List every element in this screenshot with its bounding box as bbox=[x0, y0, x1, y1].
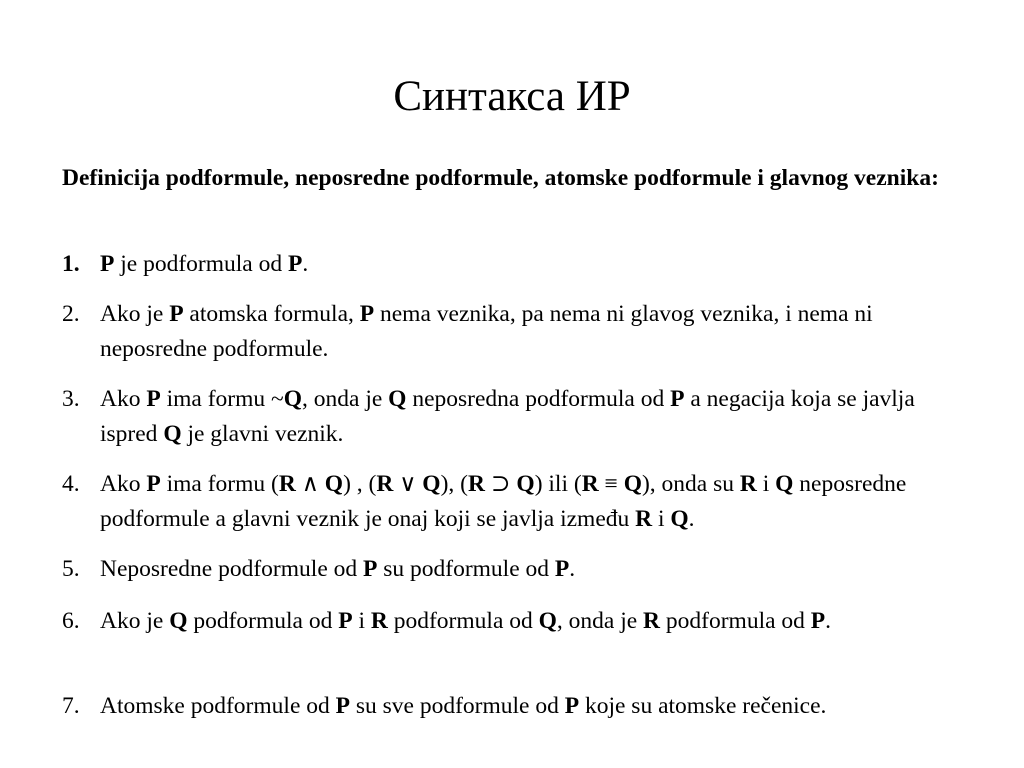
rule-text-run: je glavni veznik. bbox=[181, 421, 344, 447]
rule-text bbox=[100, 382, 962, 452]
rule-number: 7. bbox=[62, 693, 80, 719]
rule-text-run: i bbox=[756, 471, 776, 497]
formula-variable: P bbox=[335, 693, 350, 719]
rule-text-run: . bbox=[302, 251, 309, 277]
rule-text bbox=[100, 467, 962, 537]
rule-item bbox=[62, 247, 962, 282]
rule-text-run: nema veznika, pa nema ni glavog veznika, i nema ni neposredne podformule. bbox=[100, 301, 873, 362]
rule-text-run: ≡ bbox=[598, 471, 624, 497]
rule-text-run: ), ( bbox=[440, 471, 468, 497]
rule-text-run: neposredne podformule a glavni veznik je onaj koji se javlja između bbox=[100, 471, 907, 532]
rule-number: 2. bbox=[62, 301, 80, 327]
rule-text-run: a negacija koja se javlja ispred bbox=[100, 386, 915, 447]
rule-text-run: Ako je bbox=[100, 301, 170, 327]
rule-text-run: atomska formula, bbox=[183, 301, 360, 327]
rule-text-run: ∨ bbox=[393, 471, 423, 497]
rule-text bbox=[100, 552, 962, 587]
rule-item bbox=[62, 689, 962, 724]
formula-variable: Q bbox=[623, 471, 642, 497]
formula-variable: P bbox=[810, 608, 826, 634]
formula-variable: Q bbox=[388, 386, 407, 412]
rule-item bbox=[62, 382, 962, 452]
formula-variable: Q bbox=[163, 421, 182, 447]
rule-text-run: ima formu ~ bbox=[160, 386, 284, 412]
rule-text-run: i bbox=[352, 608, 371, 634]
formula-variable: P bbox=[363, 556, 378, 582]
formula-variable: Q bbox=[283, 386, 303, 412]
rule-number: 3. bbox=[62, 386, 80, 412]
rule-text-run: ⊃ bbox=[484, 471, 517, 497]
slide-title: Синтакса ИР bbox=[393, 73, 631, 120]
rule-text-run: Neposredne podformule od bbox=[100, 556, 363, 582]
formula-variable: Q bbox=[169, 608, 188, 634]
rule-number: 1. bbox=[62, 251, 80, 277]
formula-variable: Q bbox=[516, 471, 535, 497]
rule-item bbox=[62, 467, 962, 537]
formula-variable: R bbox=[370, 608, 388, 634]
rule-number: 4. bbox=[62, 471, 80, 497]
formula-variable: P bbox=[564, 693, 580, 719]
rule-text bbox=[100, 297, 962, 367]
rule-text-run: podformula od bbox=[660, 608, 811, 634]
rule-text-run: . bbox=[825, 608, 832, 634]
formula-variable: P bbox=[359, 301, 375, 327]
rule-item bbox=[62, 604, 962, 639]
rule-text-run: . bbox=[569, 556, 576, 582]
rule-text-run: i bbox=[652, 506, 671, 532]
rule-text-run: je podformula od bbox=[114, 251, 288, 277]
formula-variable: Q bbox=[538, 608, 557, 634]
rule-text-run: Ako bbox=[100, 471, 147, 497]
formula-variable: Q bbox=[775, 471, 794, 497]
rule-item bbox=[62, 552, 962, 587]
formula-variable: P bbox=[100, 251, 115, 277]
rule-item bbox=[62, 297, 962, 367]
rule-text-run: ima formu ( bbox=[160, 471, 279, 497]
rule-text-run: . bbox=[688, 506, 695, 532]
formula-variable: P bbox=[338, 608, 353, 634]
formula-variable: R bbox=[278, 471, 296, 497]
rule-text-run: ) ili ( bbox=[534, 471, 582, 497]
rule-text bbox=[100, 604, 962, 639]
formula-variable: P bbox=[146, 386, 161, 412]
rule-text-run: , onda je bbox=[556, 608, 644, 634]
rule-text-run: ) , ( bbox=[343, 471, 377, 497]
rule-number: 5. bbox=[62, 556, 80, 582]
rule-text bbox=[100, 247, 962, 282]
formula-variable: R bbox=[467, 471, 485, 497]
rule-text-run: Ako bbox=[100, 386, 147, 412]
formula-variable: R bbox=[739, 471, 757, 497]
rule-text-run: Ako je bbox=[100, 608, 170, 634]
rule-text bbox=[100, 689, 962, 724]
rule-text-run: ), onda su bbox=[641, 471, 740, 497]
formula-variable: Q bbox=[324, 471, 344, 497]
rule-number: 6. bbox=[62, 608, 80, 634]
rule-text-run: ∧ bbox=[295, 471, 325, 497]
formula-variable: P bbox=[146, 471, 161, 497]
formula-variable: P bbox=[554, 556, 570, 582]
formula-variable: R bbox=[376, 471, 394, 497]
rule-text-run: su podformule od bbox=[377, 556, 555, 582]
formula-variable: P bbox=[287, 251, 303, 277]
formula-variable: R bbox=[581, 471, 599, 497]
rule-text-run: su sve podformule od bbox=[349, 693, 565, 719]
formula-variable: P bbox=[169, 301, 184, 327]
formula-variable: Q bbox=[670, 506, 689, 532]
rule-text-run: , onda je bbox=[302, 386, 389, 412]
rule-text-run: koje su atomske rečenice. bbox=[579, 693, 827, 719]
definition-heading: Definicija podformule, neposredne podformule, atomske podformule i glavnog veznika: bbox=[62, 165, 939, 191]
rule-text-run: podformula od bbox=[187, 608, 339, 634]
formula-variable: Q bbox=[422, 471, 441, 497]
formula-variable: R bbox=[643, 608, 661, 634]
formula-variable: R bbox=[635, 506, 653, 532]
formula-variable: P bbox=[670, 386, 685, 412]
rule-text-run: podformula od bbox=[387, 608, 539, 634]
rule-text-run: Atomske podformule od bbox=[100, 693, 336, 719]
rule-text-run: neposredna podformula od bbox=[406, 386, 671, 412]
